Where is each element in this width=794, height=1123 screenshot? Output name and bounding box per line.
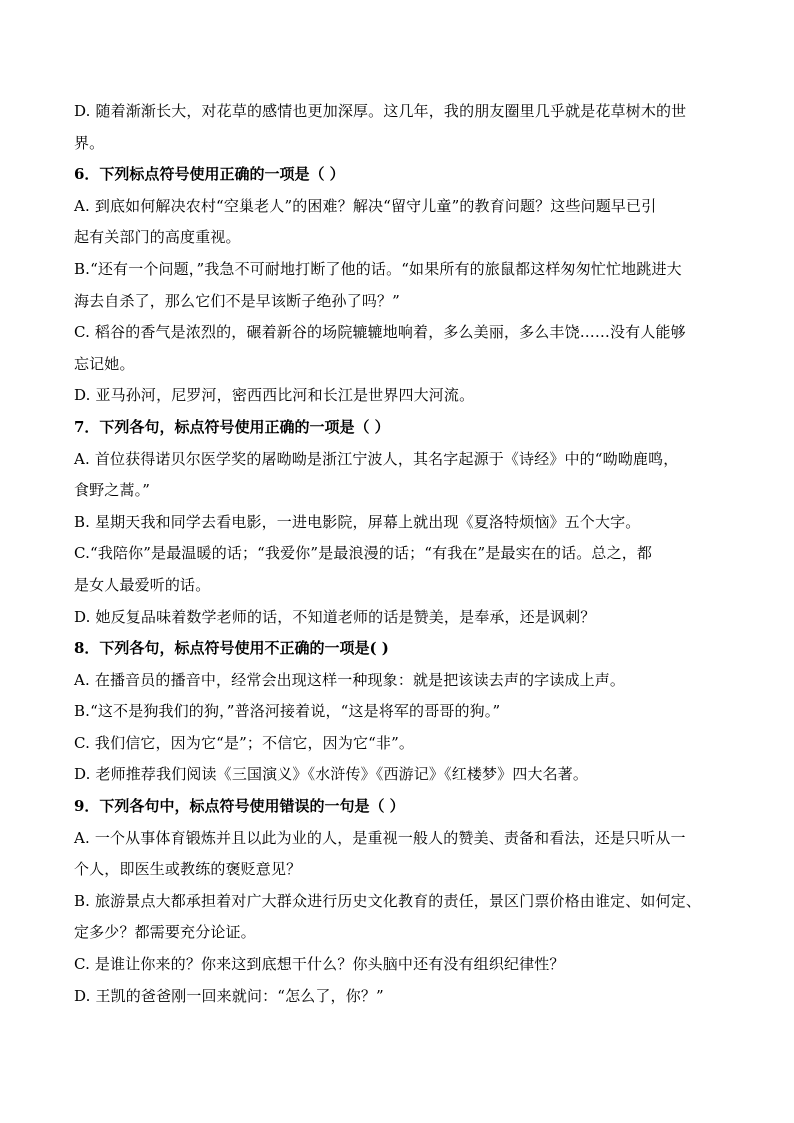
option-line: C. 我们信它，因为它“是”；不信它，因为它“非”。 — [74, 733, 415, 752]
option-line: A. 首位获得诺贝尔医学奖的屠呦呦是浙江宁波人，其名字起源于《诗经》中的“呦呦鹿鸣， — [74, 449, 679, 468]
option-line: C. 稻谷的香气是浓烈的，碾着新谷的场院辘辘地响着，多么美丽，多么丰饶……没有人能够 — [74, 323, 686, 342]
option-line: B. 星期天我和同学去看电影，一进电影院，屏幕上就出现《夏洛特烦恼》五个大字。 — [74, 512, 641, 531]
option-line: B.“这不是狗我们的狗，”普洛河接着说，“这是将军的哥哥的狗。” — [74, 702, 501, 721]
question-heading: 6．下列标点符号使用正确的一项是（ ） — [74, 165, 345, 184]
option-line: 海去自杀了，那么它们不是早该断子绝孙了吗？” — [74, 291, 400, 310]
option-line: 是女人最爱听的话。 — [74, 575, 211, 594]
question-heading: 8．下列各句，标点符号使用不正确的一项是( ) — [74, 639, 389, 658]
option-line: 界。 — [74, 133, 105, 152]
option-line: D. 王凯的爸爸刚一回来就问：“怎么了，你？” — [74, 986, 384, 1005]
option-line: 定多少？都需要充分论证。 — [74, 923, 256, 942]
option-line: D. 她反复品味着数学老师的话，不知道老师的话是赞美，是奉承，还是讽刺？ — [74, 607, 596, 626]
option-line: C. 是谁让你来的？你来这到底想干什么？你头脑中还有没有组织纪律性？ — [74, 955, 565, 974]
option-line: D. 随着渐渐长大，对花草的感情也更加深厚。这几年，我的朋友圈里几乎就是花草树木的世 — [74, 102, 687, 120]
option-line: A. 到底如何解决农村“空巢老人”的困难？解决“留守儿童”的教育问题？这些问题早已引 — [74, 196, 657, 215]
option-line: A. 一个从事体育锻炼并且以此为业的人，是重视一般人的赞美、责备和看法，还是只听从一 — [74, 828, 686, 847]
option-line: D. 老师推荐我们阅读《三国演义》《水浒传》《西游记》《红楼梦》四大名著。 — [74, 765, 589, 784]
document-body — [74, 96, 726, 1012]
option-line: D. 亚马孙河，尼罗河，密西西比河和长江是世界四大河流。 — [74, 386, 475, 405]
question-heading: 9．下列各句中，标点符号使用错误的一句是（ ） — [74, 797, 405, 816]
option-line: 起有关部门的高度重视。 — [74, 228, 241, 247]
option-line: B.“还有一个问题，”我急不可耐地打断了他的话。“如果所有的旅鼠都这样匆匆忙忙地跳进大 — [74, 259, 682, 278]
option-line: 忘记她。 — [74, 354, 135, 373]
option-line: B. 旅游景点大都承担着对广大群众进行历史文化教育的责任，景区门票价格由谁定、如何定、 — [74, 891, 702, 910]
option-line: A. 在播音员的播音中，经常会出现这样一种现象：就是把该读去声的字读成上声。 — [74, 670, 626, 689]
option-line: 个人，即医生或教练的褒贬意见？ — [74, 860, 302, 879]
question-heading: 7．下列各句，标点符号使用正确的一项是（ ） — [74, 417, 390, 436]
option-line: C.“我陪你”是最温暖的话；“我爱你”是最浪漫的话；“有我在”是最实在的话。总之，都 — [74, 544, 653, 563]
option-line: 食野之蒿。” — [74, 481, 151, 500]
